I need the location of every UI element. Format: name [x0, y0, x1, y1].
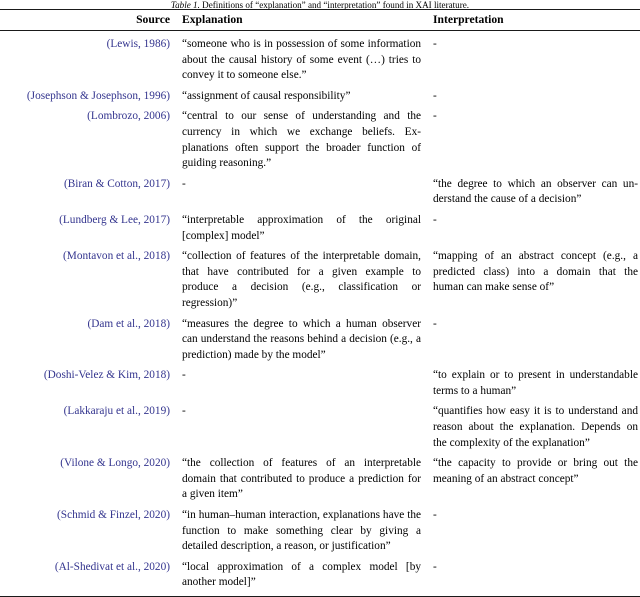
table-row — [0, 109, 640, 176]
cell-interpretation: “mapping of an abstract concept (e.g., a predicted class) into a domain that the human can make sense of” — [433, 250, 638, 294]
cell-explanation: - — [182, 369, 186, 382]
definitions-table-body — [0, 31, 640, 596]
table-caption — [0, 0, 640, 9]
cell-source[interactable]: (Schmid & Finzel, 2020) — [57, 509, 170, 522]
cell-source[interactable]: (Lakkaraju et al., 2019) — [63, 405, 170, 418]
table-row — [0, 368, 640, 404]
cell-source[interactable]: (Lombrozo, 2006) — [87, 110, 170, 123]
cell-explanation: “collection of features of the interpretable domain, that have contributed for a given example to produce a decision (e.g., classification or regression)” — [182, 250, 421, 309]
table-caption-text: Definitions of “explanation” and “interpretation” found in XAI literature. — [199, 0, 470, 9]
cell-interpretation: - — [433, 509, 437, 522]
cell-explanation: - — [182, 177, 186, 190]
cell-explanation: “the collection of features of an interpretable domain that contributed to produce a prediction for a given item” — [182, 457, 421, 501]
table-row — [0, 213, 640, 249]
table-row — [0, 249, 640, 316]
cell-interpretation: “to explain or to present in understandable terms to a human” — [433, 369, 638, 397]
cell-explanation: “measures the degree to which a human observer can understand the reasons behind a decision (e.g., a prediction) made by the model” — [182, 317, 421, 361]
table-body — [0, 31, 640, 596]
cell-interpretation: “the capacity to provide or bring out the meaning of an abstract concept” — [433, 457, 638, 485]
table-header — [0, 10, 640, 30]
cell-interpretation: - — [433, 560, 437, 573]
cell-explanation: “local approximation of a complex model [by another model]” — [182, 560, 421, 589]
cell-source[interactable]: (Lundberg & Lee, 2017) — [59, 213, 170, 226]
cell-source[interactable]: (Dam et al., 2018) — [87, 317, 170, 330]
table-row — [0, 317, 640, 369]
table-row — [0, 456, 640, 508]
cell-explanation: “someone who is in possession of some information about the causal history of some event (…) tries to convey it to someone else.” — [182, 38, 421, 82]
table-row — [0, 404, 640, 456]
table-row — [0, 560, 640, 596]
cell-source[interactable]: (Josephson & Josephson, 1996) — [26, 89, 170, 102]
definitions-table — [0, 10, 640, 30]
cell-source[interactable]: (Doshi-Velez & Kim, 2018) — [43, 369, 170, 382]
column-header-explanation: Explanation — [182, 13, 243, 26]
cell-explanation: - — [182, 405, 186, 418]
cell-interpretation: “quantifies how easy it is to understand and reason about the explanation. Depends on the complexity of the explanation” — [433, 405, 638, 449]
cell-interpretation: - — [433, 213, 437, 226]
cell-interpretation: - — [433, 317, 437, 330]
table-row — [0, 508, 640, 560]
column-header-source: Source — [136, 13, 170, 26]
cell-explanation: “assignment of causal responsibility” — [182, 89, 351, 102]
cell-interpretation: - — [433, 110, 437, 123]
cell-interpretation: - — [433, 89, 437, 102]
column-header-interpretation: Interpretation — [433, 13, 504, 26]
cell-interpretation: “the degree to which an observer can understand the cause of a decision” — [433, 177, 638, 206]
cell-interpretation: - — [433, 38, 437, 50]
table-caption-number: Table 1. — [170, 0, 200, 9]
cell-source[interactable]: (Al-Shedivat et al., 2020) — [54, 560, 170, 573]
cell-source[interactable]: (Vilone & Longo, 2020) — [60, 457, 170, 470]
table-row — [0, 31, 640, 89]
cell-source[interactable]: (Lewis, 1986) — [106, 38, 170, 50]
cell-explanation: “central to our sense of understanding and the currency in which we exchange beliefs. Explanations often support the broader function of guiding reasoning.” — [182, 110, 421, 170]
table-row — [0, 177, 640, 213]
table-row — [0, 89, 640, 110]
cell-source[interactable]: (Montavon et al., 2018) — [63, 250, 170, 263]
cell-explanation: “in human–human interaction, explanations have the function to make something clear by giving a detailed description, a reason, or justification” — [182, 509, 421, 553]
cell-explanation: “interpretable approximation of the original [complex] model” — [182, 213, 421, 242]
table-header-row — [0, 10, 640, 30]
cell-source[interactable]: (Biran & Cotton, 2017) — [63, 177, 170, 190]
